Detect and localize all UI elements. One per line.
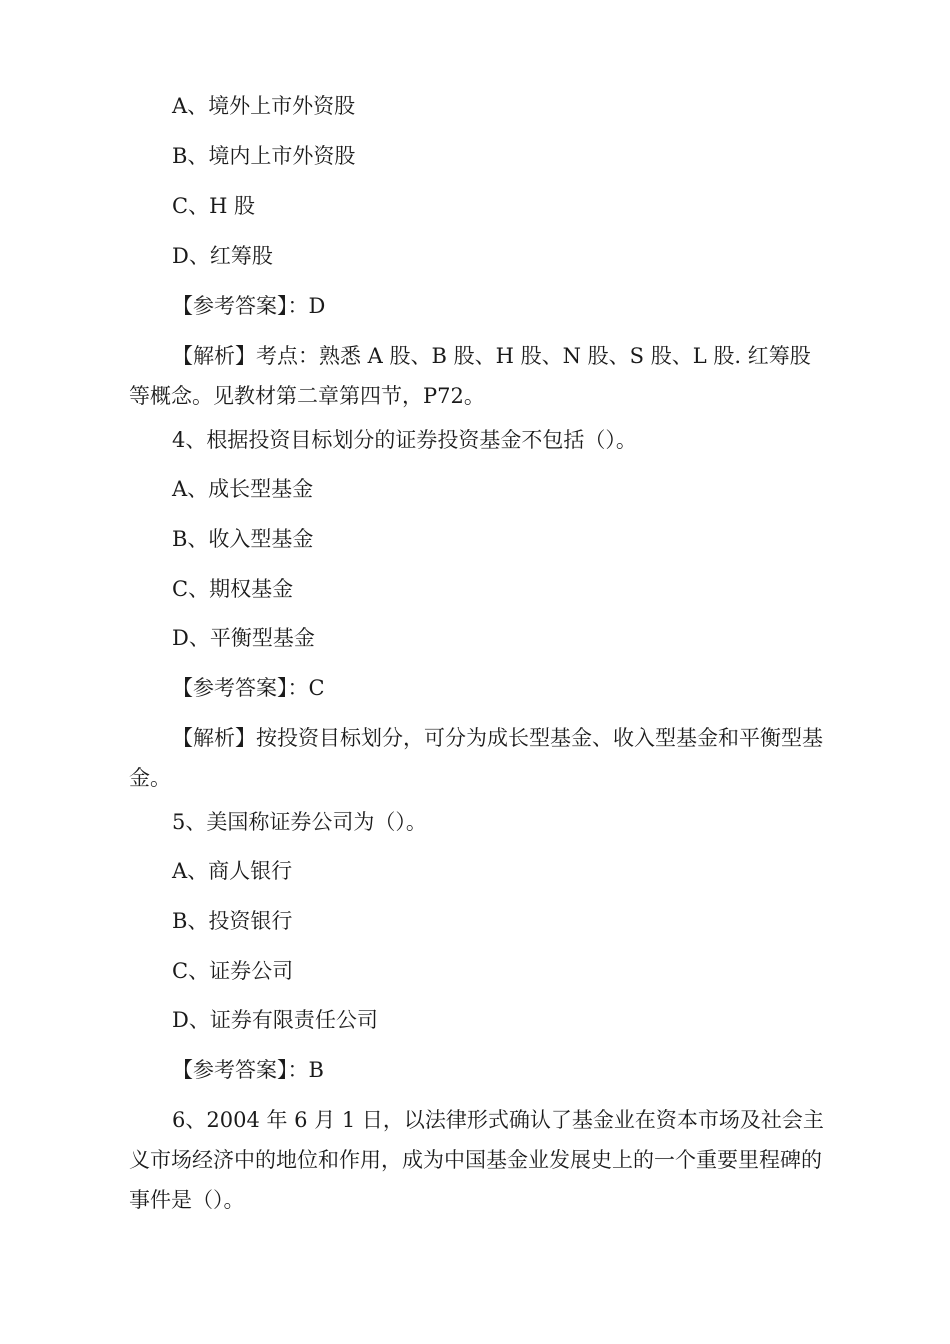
q3-option-a: A、境外上市外资股	[172, 94, 356, 118]
q5-option-c: C、证券公司	[172, 959, 294, 983]
q3-option-c: C、H 股	[172, 194, 256, 218]
q4-option-c: C、期权基金	[172, 577, 294, 601]
q3-answer: 【参考答案】：D	[172, 294, 326, 318]
q4-option-d: D、平衡型基金	[172, 626, 315, 650]
q4-option-b: B、收入型基金	[172, 527, 314, 551]
q4-question: 4、根据投资目标划分的证券投资基金不包括（）。	[172, 428, 637, 452]
q5-option-a: A、商人银行	[172, 859, 293, 883]
q4-option-a: A、成长型基金	[172, 477, 314, 501]
q5-option-d: D、证券有限责任公司	[172, 1008, 378, 1032]
q3-option-b: B、境内上市外资股	[172, 144, 356, 168]
q3-analysis: 【解析】考点：熟悉 A 股、B 股、H 股、N 股、S 股、L 股. 红筹股等概念。见教材第二章第四节，P72。	[129, 344, 811, 408]
q5-option-b: B、投资银行	[172, 909, 293, 933]
q4-answer: 【参考答案】：C	[172, 676, 325, 700]
q4-analysis: 【解析】按投资目标划分，可分为成长型基金、收入型基金和平衡型基金。	[129, 726, 823, 790]
q6-question: 6、2004 年 6 月 1 日，以法律形式确认了基金业在资本市场及社会主义市场经济中的地位和作用，成为中国基金业发展史上的一个重要里程碑的事件是（）。	[129, 1108, 824, 1212]
q5-answer: 【参考答案】：B	[172, 1058, 324, 1082]
q3-option-d: D、红筹股	[172, 244, 273, 268]
q5-question: 5、美国称证券公司为（）。	[172, 810, 427, 834]
